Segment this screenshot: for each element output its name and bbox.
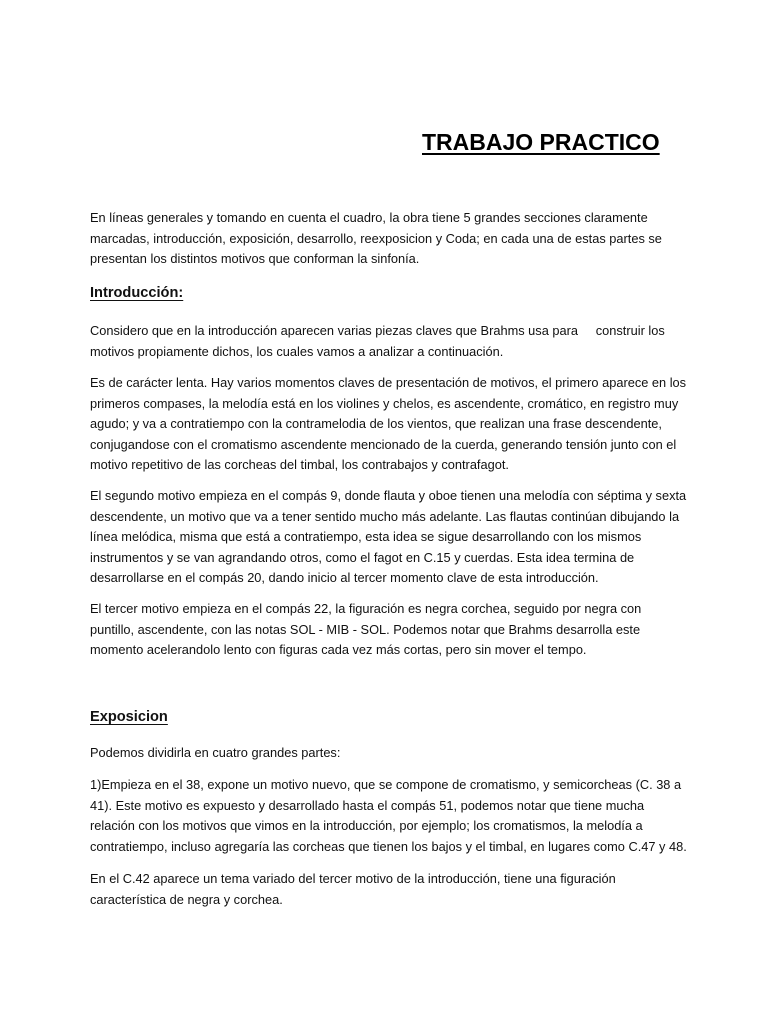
- text-line: marcadas, introducción, exposición, desarrollo, reexposicion y Coda; en cada una de estas partes se: [90, 230, 662, 246]
- text-line: contratiempo, incluso agregaría las corcheas que tienen los bajos y el timbal, en lugares como C.47 y 48.: [90, 838, 687, 854]
- section-heading-introduccion: Introducción:: [90, 285, 184, 301]
- text-line: El tercer motivo empieza en el compás 22, la figuración es negra corchea, seguido por negra con: [90, 601, 642, 616]
- text-line: En líneas generales y tomando en cuenta el cuadro, la obra tiene 5 grandes secciones claramente: [90, 210, 648, 225]
- text-line: motivos propiamente dichos, los cuales vamos a analizar a continuación.: [90, 343, 504, 359]
- text-line: El segundo motivo empieza en el compás 9, donde flauta y oboe tienen una melodía con séptima y sexta: [90, 488, 687, 503]
- paragraph: [90, 775, 690, 857]
- text-line: momento acelerandolo lento con figuras cada vez más cortas, pero sin mover el tempo.: [90, 642, 587, 658]
- text-line: primeros compases, la melodía está en los violines y chelos, es ascendente, cromático, en registro muy: [90, 395, 679, 411]
- text-line: agudo; y va a contratiempo con la contramelodia de los vientos, que realizan una frase descendente,: [90, 416, 662, 432]
- text-line: motivo repetitivo de las corcheas del timbal, los contrabajos y contrafagot.: [90, 457, 509, 473]
- text-line: desarrollarse en el compás 20, dando inicio al tercer momento clave de esta introducción.: [90, 570, 599, 586]
- intro-paragraph: [90, 208, 690, 270]
- section-heading-exposicion: Exposicion: [90, 709, 168, 725]
- text-line: relación con los motivos que vimos en la introducción, por ejemplo; los cromatismos, la melodía a: [90, 818, 643, 834]
- text-line: Es de carácter lenta. Hay varios momentos claves de presentación de motivos, el primero aparece en los: [90, 375, 687, 390]
- text-line: Considero que en la introducción aparecen varias piezas claves que Brahms usa para construir los: [90, 323, 665, 338]
- text-line: Podemos dividirla en cuatro grandes partes:: [90, 745, 341, 760]
- paragraph: [90, 743, 690, 764]
- text-line: puntillo, ascendente, con las notas SOL - MIB - SOL. Podemos notar que Brahms desarrolla este: [90, 621, 641, 637]
- paragraph: [90, 486, 690, 589]
- text-line: 1)Empieza en el 38, expone un motivo nuevo, que se compone de cromatismo, y semicorcheas (C. 38 a: [90, 777, 682, 792]
- text-line: 41). Este motivo es expuesto y desarrollado hasta el compás 51, podemos notar que tiene mucha: [90, 797, 645, 813]
- text-line: En el C.42 aparece un tema variado del tercer motivo de la introducción, tiene una figuración: [90, 871, 616, 886]
- text-line: conjugandose con el cromatismo ascendente mencionado de la cuerda, generando tensión junto con el: [90, 436, 677, 452]
- paragraph: [90, 373, 690, 476]
- paragraph: [90, 321, 690, 362]
- text-line: característica de negra y corchea.: [90, 891, 283, 907]
- paragraph: [90, 869, 690, 910]
- text-line: descendente, un motivo que va a tener sentido mucho más adelante. Las flautas continúan dibujando la: [90, 508, 680, 524]
- text-line: presentan los distintos motivos que conforman la sinfonía.: [90, 251, 420, 267]
- paragraph: [90, 599, 690, 661]
- text-line: línea melódica, misma que está a contratiempo, esta idea se sigue desarrollando con los mismos: [90, 529, 642, 545]
- document-title: TRABAJO PRACTICO: [422, 129, 660, 155]
- text-line: instrumentos y se van agrandando otros, como el fagot en C.15 y cuerdas. Esta idea termina de: [90, 549, 635, 565]
